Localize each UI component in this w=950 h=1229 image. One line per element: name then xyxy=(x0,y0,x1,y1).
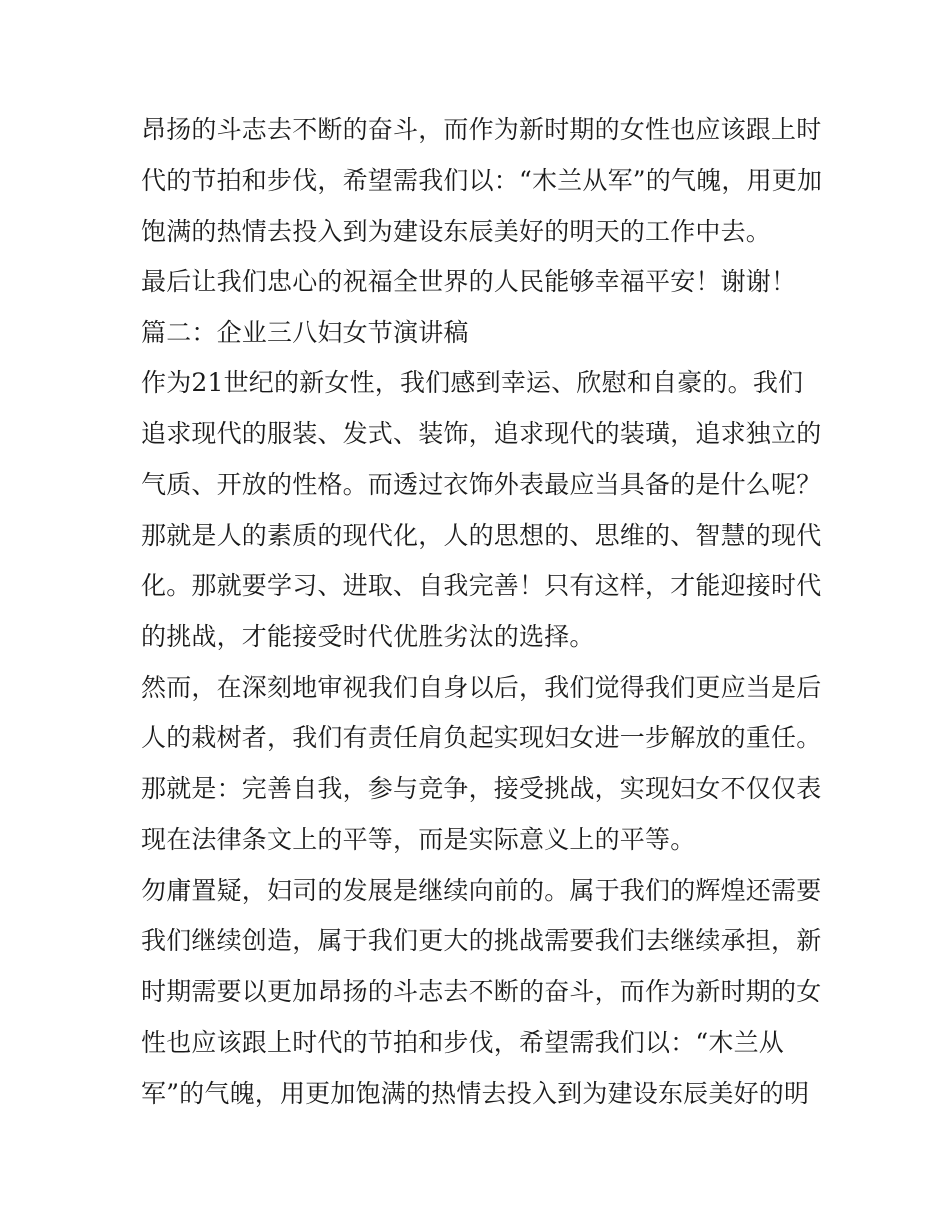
text-line: 气质、开放的性格。而透过衣饰外表最应当具备的是什么呢？ xyxy=(141,470,822,499)
text-line: 勿庸置疑，妇司的发展是继续向前的。属于我们的辉煌还需要 xyxy=(141,876,822,905)
text-line: 那就是人的素质的现代化，人的思想的、思维的、智慧的现代 xyxy=(141,521,822,550)
text-line: 追求现代的服装、发式、装饰，追求现代的装璜，追求独立的 xyxy=(141,419,822,448)
text-line: 性也应该跟上时代的节拍和步伐，希望需我们以：“木兰从 xyxy=(141,1028,784,1057)
text-line: 最后让我们忠心的祝福全世界的人民能够幸福平安！谢谢！ xyxy=(141,267,797,296)
text-line: 我们继续创造，属于我们更大的挑战需要我们去继续承担，新 xyxy=(141,926,822,955)
text-line: 时期需要以更加昂扬的斗志去不断的奋斗，而作为新时期的女 xyxy=(141,977,822,1006)
text-line: 的挑战，才能接受时代优胜劣汰的选择。 xyxy=(141,622,595,651)
text-line: 军”的气魄，用更加饱满的热情去投入到为建设东辰美好的明 xyxy=(141,1079,810,1108)
text-line: 饱满的热情去投入到为建设东辰美好的明天的工作中去。 xyxy=(141,217,772,246)
text-line: 代的节拍和步伐，希望需我们以：“木兰从军”的气魄，用更加 xyxy=(141,166,823,195)
text-line: 人的栽树者，我们有责任肩负起实现妇女进一步解放的重任。 xyxy=(141,723,822,752)
text-line: 现在法律条文上的平等，而是实际意义上的平等。 xyxy=(141,825,696,854)
text-line: 化。那就要学习、进取、自我完善！只有这样，才能迎接时代 xyxy=(141,571,822,600)
text-line: 然而，在深刻地审视我们自身以后，我们觉得我们更应当是后 xyxy=(141,673,822,702)
text-line: 昂扬的斗志去不断的奋斗，而作为新时期的女性也应该跟上时 xyxy=(141,115,822,144)
section-heading: 篇二：企业三八妇女节演讲稿 xyxy=(141,318,469,347)
text-line: 作为21世纪的新女性，我们感到幸运、欣慰和自豪的。我们 xyxy=(141,368,804,397)
text-line: 那就是：完善自我，参与竞争，接受挑战，实现妇女不仅仅表 xyxy=(141,774,822,803)
